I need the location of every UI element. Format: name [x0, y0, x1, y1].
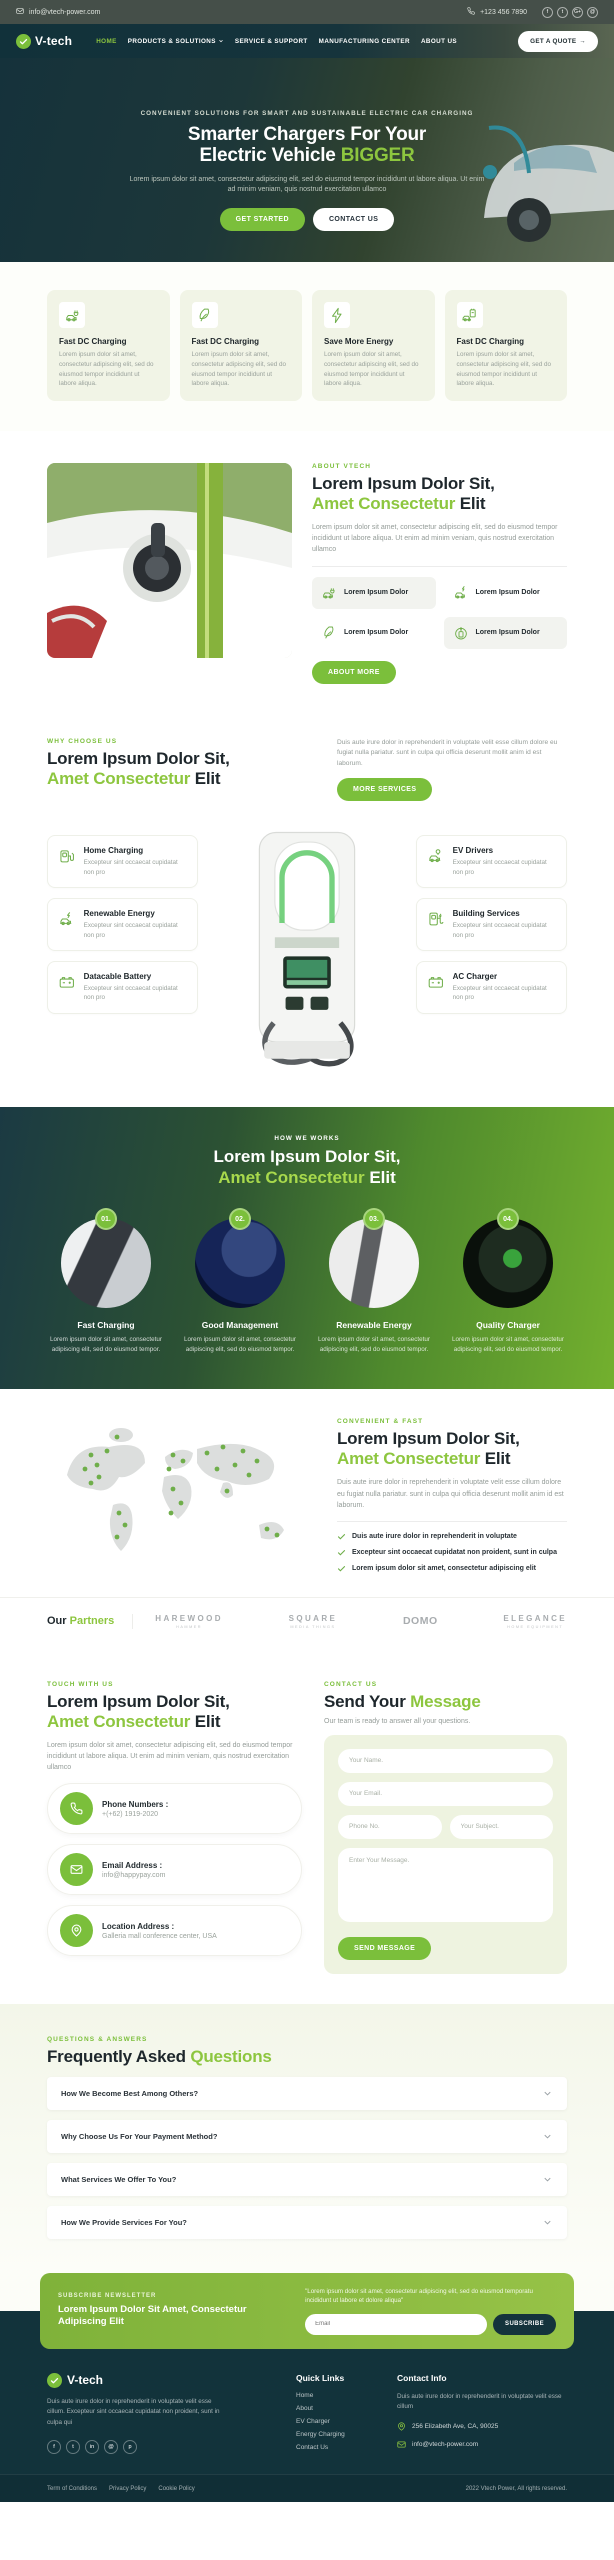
cookie-link[interactable]: Cookie Policy [158, 2485, 195, 2492]
service-text: Excepteur sint occaecat cupidatat non pro [452, 859, 547, 876]
service-card [47, 898, 198, 951]
check-icon [337, 1564, 346, 1573]
about-item-label: Lorem Ipsum Dolor [344, 589, 409, 597]
terms-link[interactable]: Term of Conditions [47, 2485, 98, 2492]
footer-bottom-bar [0, 2474, 614, 2502]
service-title: Home Charging [83, 846, 144, 856]
step-title: Renewable Energy [336, 1320, 412, 1331]
email-value[interactable]: info@happypay.com [102, 1871, 166, 1879]
check-icon [337, 1532, 346, 1541]
step-photo [61, 1215, 151, 1308]
world-map [47, 1417, 315, 1575]
facebook-icon[interactable]: f [542, 7, 553, 18]
phone-label: Phone Numbers : [102, 1799, 169, 1809]
car-charging-icon [59, 302, 85, 328]
main-navigation [0, 24, 614, 58]
name-input[interactable] [338, 1749, 553, 1773]
topbar-phone[interactable]: +123 456 7890 [480, 8, 527, 16]
how-step [47, 1208, 165, 1355]
partners-title: Our Partners [47, 1615, 115, 1628]
send-message-button[interactable]: SEND MESSAGE [338, 1937, 431, 1960]
newsletter-heading: Lorem Ipsum Dolor Sit Amet, Consectetur Adipiscing Elit [58, 2303, 247, 2328]
faq-item[interactable] [47, 2163, 567, 2196]
feature-text: Lorem ipsum dolor sit amet, consectetur adipiscing elit, sed do eiusmod tempor incididunt ut labore aliqua. [456, 351, 552, 388]
nav-item-about[interactable]: ABOUT US [420, 37, 458, 45]
service-title: Datacable Battery [83, 972, 152, 982]
faq-question: How We Become Best Among Others? [61, 2088, 199, 2098]
why-choose-us-section [0, 712, 614, 1108]
form-heading: Send Your Message [324, 1691, 481, 1711]
email-input[interactable] [338, 1782, 553, 1806]
step-number-badge: 02. [229, 1208, 251, 1230]
hero-title-highlight: BIGGER [340, 145, 415, 167]
pin-icon [397, 2422, 406, 2431]
more-services-button[interactable]: MORE SERVICES [337, 778, 432, 801]
instagram-icon[interactable]: @ [587, 7, 598, 18]
checklist-item: Lorem ipsum dolor sit amet, consectetur adipiscing elit [337, 1564, 567, 1573]
step-title: Quality Charger [476, 1320, 540, 1331]
feature-title: Fast DC Charging [59, 337, 127, 346]
about-item-label: Lorem Ipsum Dolor [475, 629, 540, 637]
location-label: Location Address : [102, 1921, 175, 1931]
partner-logo-elegance[interactable]: ELEGANCE HOME EQUIPMENT [503, 1613, 567, 1629]
how-eyebrow: HOW WE WORKS [274, 1135, 340, 1143]
location-value: Galleria mall conference center, USA [102, 1932, 217, 1940]
brand-logo[interactable] [16, 34, 72, 49]
about-item-label: Lorem Ipsum Dolor [344, 629, 409, 637]
partner-logo-square[interactable]: SQUARE MEDIA THINGS [288, 1613, 338, 1629]
contact-form [324, 1735, 567, 1974]
nav-menu [96, 38, 508, 45]
newsletter-quote: "Lorem ipsum dolor sit amet, consectetur adipiscing elit, sed do eiusmod temporatu incididunt ut labore et dolore aliqua" [305, 2287, 533, 2305]
google-plus-icon[interactable]: G+ [572, 7, 583, 18]
about-list-item [444, 617, 568, 649]
nav-item-service[interactable]: SERVICE & SUPPORT [234, 37, 308, 45]
footer-link-energy-charging[interactable]: Energy Charging [296, 2430, 345, 2438]
car-battery-icon [457, 302, 483, 328]
facebook-icon[interactable]: f [47, 2440, 61, 2454]
feature-card [445, 290, 568, 401]
how-step [449, 1208, 567, 1355]
step-number-badge: 01. [95, 1208, 117, 1230]
brand-name: V-tech [35, 34, 73, 48]
faq-section [0, 2004, 614, 2273]
faq-item[interactable] [47, 2206, 567, 2239]
feature-title: Save More Energy [324, 337, 394, 346]
contact-info-title: Contact Info [397, 2372, 447, 2383]
feature-card [312, 290, 435, 401]
footer [0, 2349, 614, 2474]
partner-logo-domo[interactable]: DOMO [402, 1615, 438, 1628]
subject-input[interactable] [450, 1815, 554, 1839]
partner-logo-harewood[interactable]: HAREWOOD HAMMER [155, 1613, 223, 1629]
step-text: Lorem ipsum dolor sit amet, consectetur adipiscing elit, sed do eiusmod tempor. [184, 1336, 296, 1353]
email-card [47, 1844, 302, 1895]
step-title: Fast Charging [77, 1320, 135, 1331]
feature-title: Fast DC Charging [191, 337, 260, 346]
linkedin-icon[interactable]: in [85, 2440, 99, 2454]
phone-input[interactable] [338, 1815, 442, 1839]
copyright-text: 2022 Vtech Power, All rights reserved. [465, 2485, 567, 2492]
faq-item[interactable] [47, 2077, 567, 2110]
hero-subtext: Lorem ipsum dolor sit amet, consectetur adipiscing elit, sed do eiusmod tempor incididunt ut labore aliqua. Ut enim ad minim veniam, quis nostrud exercitation ullamco [129, 175, 485, 194]
step-title: Good Management [201, 1320, 279, 1331]
checklist-item: Excepteur sint occaecat cupidatat non proident, sunt in culpa [337, 1548, 567, 1557]
footer-address: 256 Elizabeth Ave, CA, 90025 [412, 2422, 499, 2430]
phone-card [47, 1783, 302, 1834]
about-item-label: Lorem Ipsum Dolor [475, 589, 540, 597]
hero-section [0, 58, 614, 262]
step-photo [195, 1215, 285, 1308]
partners-section [0, 1597, 614, 1651]
about-heading: Lorem Ipsum Dolor Sit, Amet Consectetur Elit [312, 474, 495, 514]
charger-product-image [212, 823, 402, 1073]
step-number-badge: 04. [497, 1208, 519, 1230]
footer-link-about[interactable]: About [296, 2404, 313, 2412]
phone-icon [467, 7, 475, 17]
about-eyebrow: ABOUT VTECH [312, 463, 372, 470]
pinterest-icon[interactable]: p [123, 2440, 137, 2454]
faq-question: How We Provide Services For You? [61, 2217, 187, 2227]
newsletter-section [0, 2273, 614, 2349]
step-text: Lorem ipsum dolor sit amet, consectetur adipiscing elit, sed do eiusmod tempor. [50, 1336, 162, 1353]
footer-email[interactable]: info@vtech-power.com [412, 2440, 479, 2448]
service-title: Building Services [452, 909, 520, 919]
service-card [416, 835, 567, 888]
phone-value[interactable]: +(+62) 1919-2020 [102, 1810, 159, 1818]
why-eyebrow: WHY CHOOSE US [47, 737, 118, 745]
service-card [47, 835, 198, 888]
ev-driver-icon [427, 846, 445, 866]
service-card [416, 961, 567, 1014]
email-label: Email Address : [102, 1860, 163, 1870]
check-icon [337, 1548, 346, 1557]
get-started-button[interactable]: GET STARTED [220, 208, 305, 231]
building-charger-icon [427, 909, 445, 929]
leaf-icon [321, 625, 337, 641]
about-text: Lorem ipsum dolor sit amet, consectetur adipiscing elit, sed do eiusmod tempor incididunt ut labore aliqua. Ut enim ad minim veniam, quis nostrud exercitation ullamco [312, 524, 558, 554]
feature-title: Fast DC Charging [456, 337, 525, 346]
check-logo-icon [47, 2373, 62, 2388]
top-utility-bar [0, 0, 614, 24]
phone-icon [60, 1792, 93, 1825]
step-photo [329, 1215, 419, 1308]
contact-text: Lorem ipsum dolor sit amet, consectetur adipiscing elit, sed do eiusmod tempor incididunt ut labore aliqua. Ut enim ad minim veniam, quis nostrud exercitation ullamco [47, 1741, 293, 1772]
faq-heading: Frequently Asked Questions [47, 2046, 272, 2066]
form-subtext: Our team is ready to answer all your questions. [324, 1717, 471, 1725]
contact-section [0, 1651, 614, 2004]
divider [337, 1521, 567, 1522]
location-card [47, 1905, 302, 1956]
car-bolt-icon [453, 585, 469, 601]
newsletter-eyebrow: SUBSCRIBE NEWSLETTER [58, 2292, 157, 2299]
check-logo-icon [16, 34, 31, 49]
message-textarea[interactable] [338, 1848, 553, 1922]
footer-logo[interactable] [47, 2373, 272, 2388]
ac-battery-icon [427, 972, 445, 992]
about-list-item [312, 617, 436, 649]
footer-link-home[interactable]: Home [296, 2391, 314, 2399]
pin-icon [60, 1914, 93, 1947]
nav-item-home[interactable]: HOME [96, 37, 117, 45]
faq-eyebrow: QUESTIONS & ANSWERS [47, 2035, 148, 2043]
reach-heading: Lorem Ipsum Dolor Sit, Amet Consectetur Elit [337, 1429, 520, 1469]
faq-question: Why Choose Us For Your Payment Method? [61, 2131, 218, 2141]
service-title: EV Drivers [452, 846, 494, 856]
instagram-icon[interactable]: @ [104, 2440, 118, 2454]
feature-text: Lorem ipsum dolor sit amet, consectetur adipiscing elit, sed do eiusmod tempor incididunt ut labore aliqua. [324, 351, 419, 388]
battery-icon [58, 972, 76, 992]
chevron-down-icon [542, 2088, 553, 2099]
how-step [315, 1208, 433, 1355]
charging-station-icon [453, 625, 469, 641]
chevron-down-icon [542, 2174, 553, 2185]
feature-card [47, 290, 170, 401]
bolt-icon [324, 302, 350, 328]
envelope-icon [60, 1853, 93, 1886]
chevron-down-icon [218, 38, 224, 44]
how-step [181, 1208, 299, 1355]
footer-quick-links [296, 2373, 373, 2454]
divider [312, 566, 567, 567]
feature-card [180, 290, 303, 401]
why-heading: Lorem Ipsum Dolor Sit, Amet Consectetur Elit [47, 748, 230, 788]
reach-eyebrow: CONVENIENT & FAST [337, 1418, 424, 1426]
hero-eyebrow: CONVENIENT SOLUTIONS FOR SMART AND SUSTAINABLE ELECTRIC CAR CHARGING [140, 110, 474, 117]
chevron-down-icon [542, 2217, 553, 2228]
arrow-right-icon: → [579, 37, 586, 45]
eco-car-icon [58, 909, 76, 929]
global-reach-section [0, 1389, 614, 1597]
nav-item-manufacturing[interactable]: MANUFACTURING CENTER [318, 37, 410, 45]
contact-info-text: Duis aute irure dolor in reprehenderit in voluptate velit esse cillum [397, 2392, 562, 2411]
about-section [0, 431, 614, 712]
service-text: Excepteur sint occaecat cupidatat non pro [83, 985, 178, 1002]
service-card [416, 898, 567, 951]
about-photo [47, 463, 292, 658]
about-list-item [312, 577, 436, 609]
service-text: Excepteur sint occaecat cupidatat non pro [83, 859, 178, 876]
subscribe-button[interactable]: SUBSCRIBE [493, 2314, 556, 2335]
how-heading: Lorem Ipsum Dolor Sit, Amet Consectetur Elit [213, 1147, 401, 1187]
feature-text: Lorem ipsum dolor sit amet, consectetur adipiscing elit, sed do eiusmod tempor incididunt ut labore aliqua. [59, 351, 154, 388]
footer-link-ev-charger[interactable]: EV Charger [296, 2417, 330, 2425]
quick-links-title: Quick Links [296, 2372, 345, 2383]
feature-text: Lorem ipsum dolor sit amet, consectetur adipiscing elit, sed do eiusmod tempor incididunt ut labore aliqua. [191, 351, 287, 388]
feature-cards-section [0, 262, 614, 431]
checklist-item: Duis aute irure dolor in reprehenderit in voluptate [337, 1532, 567, 1541]
footer-contact-info [397, 2373, 567, 2454]
footer-socials [47, 2440, 272, 2454]
chevron-down-icon [542, 2131, 553, 2142]
car-plug-icon [321, 585, 337, 601]
topbar-email[interactable]: info@vtech-power.com [29, 8, 101, 16]
contact-us-button[interactable]: CONTACT US [313, 208, 394, 231]
faq-question: What Services We Offer To You? [61, 2174, 177, 2184]
service-text: Excepteur sint occaecat cupidatat non pro [452, 922, 547, 939]
service-title: AC Charger [452, 972, 498, 982]
form-eyebrow: CONTACT US [324, 1680, 378, 1688]
leaf-icon [192, 302, 218, 328]
service-text: Excepteur sint occaecat cupidatat non pro [452, 985, 547, 1002]
reach-text: Duis aute irure dolor in reprehenderit in voluptate velit esse cillum dolore eu fugiat nulla pariatur. sunt in culpa qui officia deserunt mollit anim id est laborum. [337, 1479, 564, 1509]
service-card [47, 961, 198, 1014]
footer-link-contact[interactable]: Contact Us [296, 2443, 329, 2451]
step-text: Lorem ipsum dolor sit amet, consectetur adipiscing elit, sed do eiusmod tempor. [318, 1336, 430, 1353]
step-photo [463, 1215, 553, 1308]
faq-item[interactable] [47, 2120, 567, 2153]
how-we-works-section [0, 1107, 614, 1388]
service-text: Excepteur sint occaecat cupidatat non pro [83, 922, 178, 939]
footer-brand-name: V-tech [67, 2373, 104, 2388]
why-intro-text: Duis aute irure dolor in reprehenderit in voluptate velit esse cillum dolore eu fugiat nulla pariatur. sunt in culpa qui officia deserunt mollit anim id est laborum. [337, 738, 558, 767]
step-text: Lorem ipsum dolor sit amet, consectetur adipiscing elit, sed do eiusmod tempor. [452, 1336, 564, 1353]
about-list-item [444, 577, 568, 609]
privacy-link[interactable]: Privacy Policy [109, 2485, 147, 2492]
service-title: Renewable Energy [83, 909, 155, 919]
about-more-button[interactable]: ABOUT MORE [312, 661, 396, 684]
envelope-icon [16, 7, 24, 17]
envelope-icon [397, 2440, 406, 2449]
home-charger-icon [58, 846, 76, 866]
get-a-quote-button[interactable]: GET A QUOTE → [518, 31, 598, 52]
hero-title: Smarter Chargers For Your Electric Vehicle BIGGER [187, 124, 427, 167]
footer-about-text: Duis aute irure dolor in reprehenderit in voluptate velit esse cillum. Excepteur sint occaecat cupidatat non proident, sunt in culpa qui [47, 2397, 220, 2426]
step-number-badge: 03. [363, 1208, 385, 1230]
newsletter-email-input[interactable] [305, 2314, 487, 2335]
twitter-icon[interactable]: t [66, 2440, 80, 2454]
twitter-icon[interactable]: t [557, 7, 568, 18]
nav-item-products[interactable]: PRODUCTS & SOLUTIONS [128, 38, 224, 45]
topbar-socials [542, 7, 598, 18]
contact-heading: Lorem Ipsum Dolor Sit, Amet Consectetur Elit [47, 1691, 230, 1731]
contact-eyebrow: TOUCH WITH US [47, 1680, 114, 1688]
